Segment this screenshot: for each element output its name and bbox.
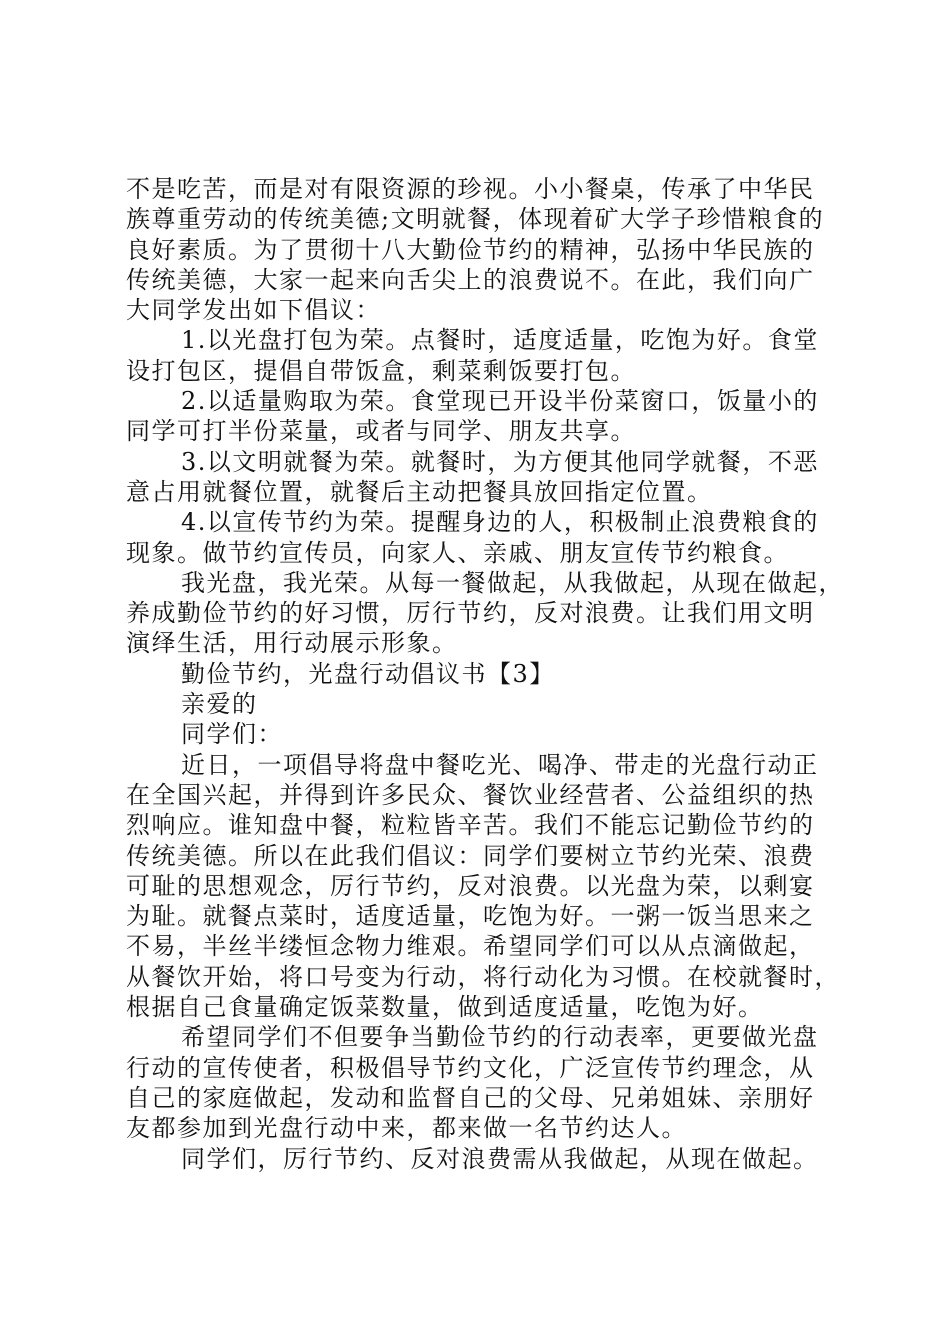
text-line: 在全国兴起，并得到许多民众、餐饮业经营者、公益组织的热 — [126, 780, 815, 809]
text-line: 大同学发出如下倡议： — [126, 296, 381, 325]
text-line: 希望同学们不但要争当勤俭节约的行动表率，更要做光盘 — [181, 1023, 819, 1052]
text-line: 为耻。就餐点菜时，适度适量，吃饱为好。一粥一饭当思来之 — [126, 902, 815, 931]
text-line: 意占用就餐位置，就餐后主动把餐具放回指定位置。 — [126, 477, 713, 506]
text-line: 3.以文明就餐为荣。就餐时，为方便其他同学就餐，不恶 — [181, 447, 819, 476]
text-line: 烈响应。谁知盘中餐，粒粒皆辛苦。我们不能忘记勤俭节约的 — [126, 811, 815, 840]
text-line: 养成勤俭节约的好习惯，厉行节约，反对浪费。让我们用文明 — [126, 599, 815, 628]
text-line: 可耻的思想观念，厉行节约，反对浪费。以光盘为荣，以剩宴 — [126, 871, 815, 900]
document-body — [126, 174, 846, 1174]
text-line: 行动的宣传使者，积极倡导节约文化，广泛宣传节约理念，从 — [126, 1053, 815, 1082]
text-line: 族尊重劳动的传统美德;文明就餐，体现着矿大学子珍惜粮食的 — [126, 205, 825, 234]
text-line: 勤俭节约，光盘行动倡议书【3】 — [181, 659, 555, 688]
text-line: 传统美德。所以在此我们倡议：同学们要树立节约光荣、浪费 — [126, 841, 815, 870]
text-line: 同学们，厉行节约、反对浪费需从我做起，从现在做起。 — [181, 1144, 819, 1173]
text-line: 友都参加到光盘行动中来，都来做一名节约达人。 — [126, 1114, 687, 1143]
text-line: 1.以光盘打包为荣。点餐时，适度适量，吃饱为好。食堂 — [181, 326, 819, 355]
text-line: 设打包区，提倡自带饭盒，剩菜剩饭要打包。 — [126, 356, 636, 385]
text-line: 2.以适量购取为荣。食堂现已开设半份菜窗口，饭量小的 — [181, 387, 819, 416]
text-line: 亲爱的 — [181, 690, 258, 719]
text-line: 同学可打半份菜量，或者与同学、朋友共享。 — [126, 417, 636, 446]
text-line: 从餐饮开始，将口号变为行动，将行动化为习惯。在校就餐时， — [126, 962, 840, 991]
text-line: 我光盘，我光荣。从每一餐做起，从我做起，从现在做起， — [181, 568, 844, 597]
text-line: 根据自己食量确定饭菜数量，做到适度适量，吃饱为好。 — [126, 993, 764, 1022]
text-line: 现象。做节约宣传员，向家人、亲戚、朋友宣传节约粮食。 — [126, 538, 789, 567]
text-line: 不易，半丝半缕恒念物力维艰。希望同学们可以从点滴做起， — [126, 932, 815, 961]
text-line: 同学们： — [181, 720, 283, 749]
text-line: 演绎生活，用行动展示形象。 — [126, 629, 458, 658]
text-line: 传统美德，大家一起来向舌尖上的浪费说不。在此，我们向广 — [126, 265, 815, 294]
text-line: 近日，一项倡导将盘中餐吃光、喝净、带走的光盘行动正 — [181, 750, 819, 779]
text-line: 不是吃苦，而是对有限资源的珍视。小小餐桌，传承了中华民 — [126, 175, 815, 203]
text-line: 4.以宣传节约为荣。提醒身边的人，积极制止浪费粮食的 — [181, 508, 819, 537]
text-line: 自己的家庭做起，发动和监督自己的父母、兄弟姐妹、亲朋好 — [126, 1083, 815, 1112]
text-line: 良好素质。为了贯彻十八大勤俭节约的精神，弘扬中华民族的 — [126, 235, 815, 264]
